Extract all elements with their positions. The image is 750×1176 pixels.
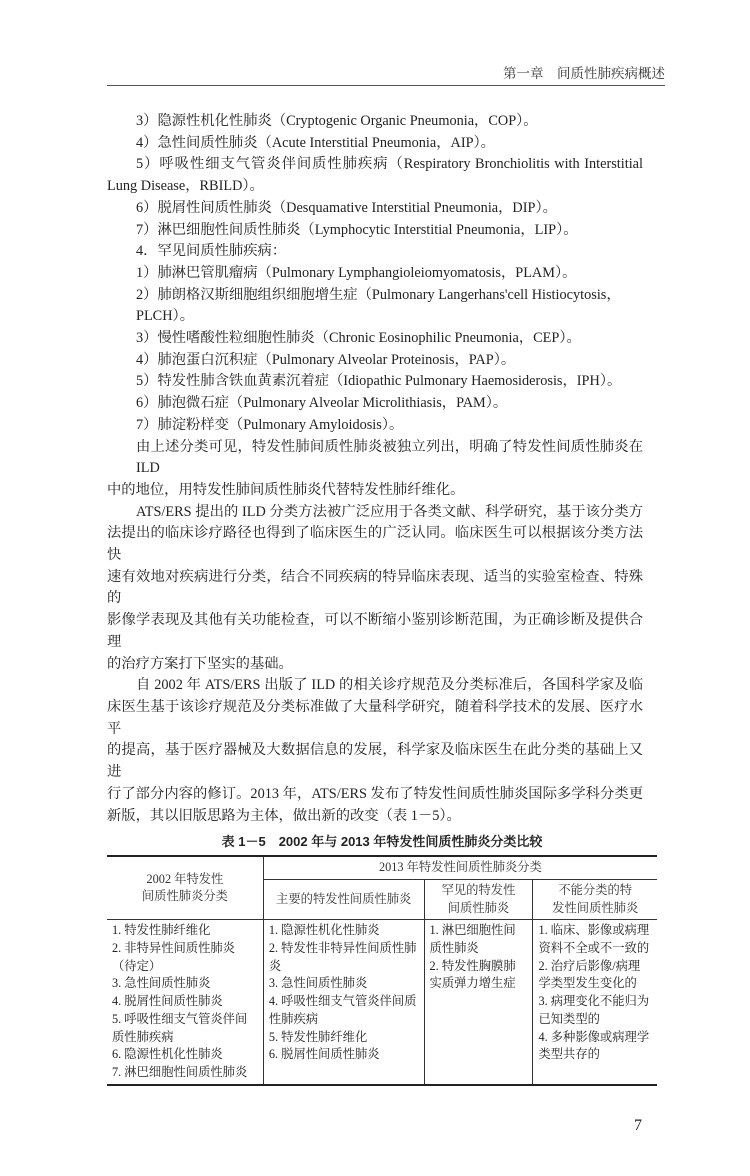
table-cell-item: 2. 特发性非特异性间质性肺炎 (268, 941, 417, 973)
col-header-unclassifiable: 不能分类的特 发性间质性肺炎 (533, 879, 657, 919)
list-item: 4）急性间质性肺炎（Acute Interstitial Pneumonia，AIP）。 (136, 134, 495, 151)
list-item: 7）淋巴细胞性间质性肺炎（Lymphocytic Interstitial Pneumonia，LIP）。 (136, 221, 578, 238)
table-row (107, 920, 657, 1085)
running-header (107, 64, 665, 86)
table-cell-item: 1. 隐源性机化性肺炎 (268, 923, 380, 938)
list-item: 2）肺朗格汉斯细胞组织细胞增生症（Pulmonary Langerhans'cell Histiocytosis，PLCH）。 (136, 286, 621, 325)
section-heading: 4．罕见间质性肺疾病： (136, 243, 287, 260)
list-item: 1）肺淋巴管肌瘤病（Pulmonary Lymphangioleiomyomatosis，PLAM）。 (136, 264, 577, 281)
col-header-2002: 2002 年特发性 间质性肺炎分类 (107, 856, 263, 920)
cell-unclassifiable (533, 920, 657, 1085)
table-cell-item: 5. 特发性肺纤维化 (268, 1029, 368, 1044)
list-item: 5）呼吸性细支气管炎伴间质性肺疾病（Respiratory Bronchiolitis with Interstitial (136, 156, 643, 173)
paragraph-line: 速有效地对疾病进行分类，结合不同疾病的特异临床表现、适当的实验室检查、特殊的 (107, 568, 643, 607)
list-item-continued: Lung Disease，RBILD）。 (107, 178, 264, 195)
paragraph-line: 法提出的临床诊疗路径也得到了临床医生的广泛认同。临床医生可以根据该分类方法快 (107, 525, 643, 564)
list-item: 3）隐源性机化性肺炎（Cryptogenic Organic Pneumonia，COP）。 (136, 113, 538, 129)
paragraph-line: 的提高，基于医疗器械及大数据信息的发展，科学家及临床医生在此分类的基础上又进 (107, 742, 643, 781)
table-cell-item: 2. 特发性胸膜肺实质弹力增生症 (429, 958, 516, 991)
table-cell-item: 2. 治疗后影像/病理学类型发生变化的 (538, 958, 641, 991)
cell-rare (424, 920, 533, 1085)
page-number: 7 (634, 1116, 642, 1134)
paragraph-line: ATS/ERS 提出的 ILD 分类方法被广泛应用于各类文献、科学研究，基于该分类方 (136, 503, 643, 520)
list-item: 4）肺泡蛋白沉积症（Pulmonary Alveolar Proteinosis，PAP）。 (136, 351, 516, 368)
list-item: 5）特发性肺含铁血黄素沉着症（Idiopathic Pulmonary Haemosiderosis，IPH）。 (136, 373, 622, 390)
col-header-major: 主要的特发性间质性肺炎 (263, 879, 424, 919)
group-header-2013: 2013 年特发性间质性肺炎分类 (263, 856, 657, 879)
paragraph-line: 新版，其以旧版思路为主体，做出新的改变（表 1－5）。 (107, 807, 461, 824)
table-cell-item: 5. 呼吸性细支气管炎伴间质性肺疾病 (112, 1011, 248, 1044)
col-header-rare: 罕见的特发性 间质性肺炎 (424, 879, 533, 919)
cell-2002 (107, 920, 263, 1085)
table-caption: 表 1－5 2002 年与 2013 年特发性间质性肺炎分类比较 (221, 834, 543, 850)
list-item: 3）慢性嗜酸性粒细胞性肺炎（Chronic Eosinophilic Pneumonia，CEP）。 (136, 330, 581, 347)
classification-table (107, 855, 657, 1085)
table-cell-item: 6. 脱屑性间质性肺炎 (268, 1047, 380, 1062)
table-cell-item: 1. 淋巴细胞性间质性肺炎 (429, 923, 516, 956)
paragraph-line: 行了部分内容的修订。2013 年，ATS/ERS 发布了特发性间质性肺炎国际多学科分类更 (107, 785, 643, 802)
table-cell-item: 4. 脱屑性间质性肺炎 (112, 994, 223, 1009)
table-cell-item: 3. 病理变化不能归为已知类型的 (538, 994, 650, 1026)
cell-major (263, 920, 424, 1085)
table-cell-item: 7. 淋巴细胞性间质性肺炎 (112, 1064, 248, 1079)
table-cell-item: 3. 急性间质性肺炎 (112, 976, 211, 991)
body-text (107, 111, 643, 827)
table-cell-item: 4. 多种影像或病理学类型共存的 (538, 1029, 650, 1062)
list-item: 6）肺泡微石症（Pulmonary Alveolar Microlithiasis，PAM）。 (136, 395, 508, 412)
paragraph-line: 中的地位，用特发性肺间质性肺炎代替特发性肺纤维化。 (107, 481, 465, 498)
paragraph-line: 影像学表现及其他有关功能检查，可以不断缩小鉴别诊断范围，为正确诊断及提供合理 (107, 612, 643, 650)
table-cell-item: 1. 特发性肺纤维化 (112, 923, 211, 938)
table-cell-item: 1. 临床、影像或病理资料不全或不一致的 (538, 923, 650, 956)
list-item: 6）脱屑性间质性肺炎（Desquamative Interstitial Pneumonia，DIP）。 (136, 199, 557, 216)
table-cell-item: 3. 急性间质性肺炎 (268, 976, 368, 991)
paragraph-line: 的治疗方案打下坚实的基础。 (107, 655, 293, 672)
page-content (107, 111, 657, 1176)
table-cell-item: 6. 隐源性机化性肺炎 (112, 1047, 223, 1062)
paragraph-line: 由上述分类可见，特发性肺间质性肺炎被独立列出，明确了特发性间质性肺炎在 ILD (136, 438, 643, 477)
paragraph-line: 床医生基于该诊疗规范及分类标准做了大量科学研究，随着科学技术的发展、医疗水平 (107, 698, 643, 737)
chapter-title: 第一章 间质性肺疾病概述 (503, 66, 665, 81)
table-cell-item: 2. 非特异性间质性肺炎（待定） (112, 941, 235, 973)
paragraph-line: 自 2002 年 ATS/ERS 出版了 ILD 的相关诊疗规范及分类标准后，各国科学家及临 (136, 677, 643, 694)
list-item: 7）肺淀粉样变（Pulmonary Amyloidosis）。 (136, 416, 404, 433)
table-cell-item: 4. 呼吸性细支气管炎伴间质性肺疾病 (268, 994, 417, 1026)
